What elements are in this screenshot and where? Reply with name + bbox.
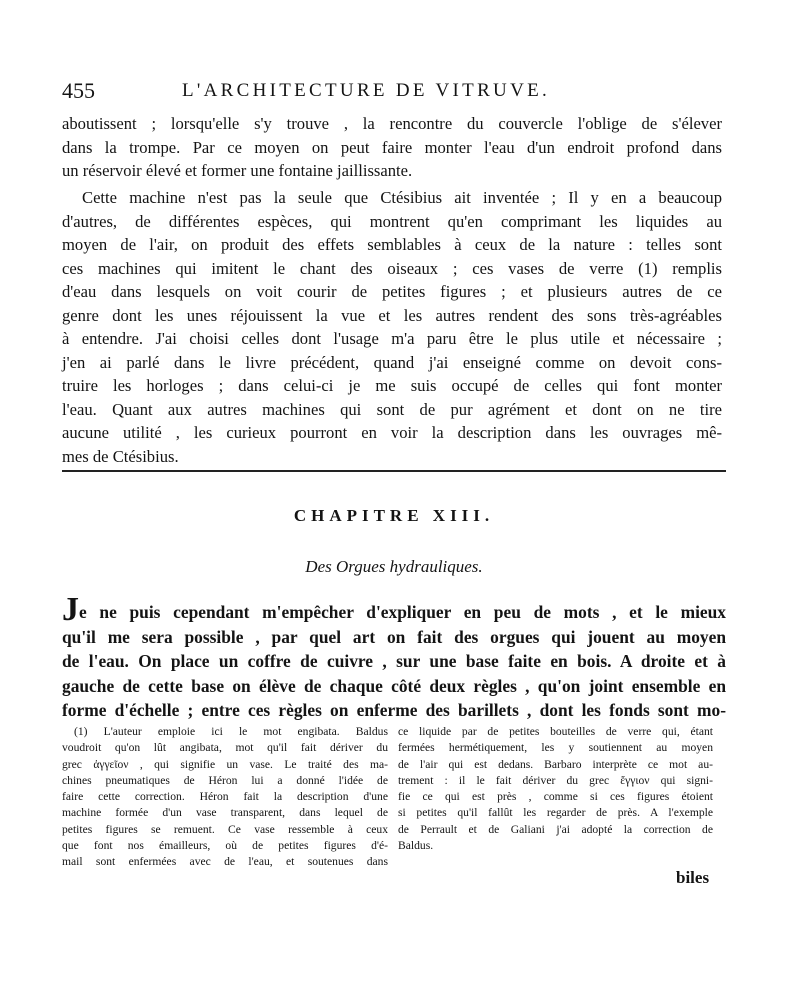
running-head — [62, 78, 732, 108]
text-line: gauche de cette base on élève de chaque côté deux règles , qu'on joint ensemble en — [62, 675, 726, 696]
footnote-line: faire cette correction. Héron fait la description d'une — [62, 790, 388, 804]
text-line: j'en ai parlé dans le livre précédent, quand j'ai enseigné comme on devoit cons- — [62, 352, 722, 372]
text-line: aucune utilité , les curieux pourront en voir la description dans les ouvrages mê- — [62, 423, 722, 442]
text-line: un réservoir élevé et former une fontaine jaillissante. — [62, 161, 413, 180]
chapter-subtitle: Des Orgues hydrauliques. — [305, 557, 483, 576]
drop-cap: J — [62, 591, 79, 628]
footnote-line: de Perrault et de Galiani j'ai adopté la correction de — [398, 822, 713, 836]
catchword: biles — [676, 868, 710, 887]
text-line: genre dont les unes réjouissent la vue et les autres rendent des sons très-agréables — [62, 305, 722, 325]
text-line: l'eau. Quant aux autres machines qui sont de pur agrément et dont on ne tire — [62, 399, 722, 419]
footnote-line: mail sont enfermées avec de l'eau, et soutenues dans — [62, 855, 388, 869]
text-line: forme d'échelle ; entre ces règles on enferme des barillets , dont les fonds sont mo- — [62, 700, 726, 720]
text-line: qu'il me sera possible , par quel art on fait des orgues qui jouent au moyen — [62, 626, 726, 647]
paragraph-2 — [62, 186, 722, 468]
section-divider — [62, 470, 726, 472]
footnote-column-right — [398, 724, 728, 854]
text-line: truire les horloges ; dans celui-ci je me suis occupé de celles qui font monter — [62, 376, 722, 395]
paragraph-3 — [62, 591, 726, 723]
footnote-line: petites figures se remuent. Ce vase ressemble à ceux — [62, 822, 388, 836]
text-line-rest: e ne puis cependant m'empêcher d'expliquer en peu de mots , et le mieux — [79, 602, 726, 622]
page-number: 455 — [62, 78, 95, 103]
footnote-line: (1) L'auteur emploie ici le mot engibata. Baldus — [74, 725, 388, 738]
text-line: moyen de l'air, on produit des effets semblables à ceux de la nature : telles sont — [62, 235, 722, 254]
footnote-line: si petites qu'il fallût les regarder de près. A l'exemple — [398, 806, 713, 820]
footnote-line: Baldus. — [398, 839, 434, 853]
paragraph-1 — [62, 112, 722, 183]
footnote-line: trement : il le fait dériver du grec ἔγγιον qui signi- — [398, 773, 713, 787]
footnote-line: chines pneumatiques de Héron lui a donné l'idée de — [62, 773, 388, 787]
text-line: à entendre. J'ai choisi celles dont l'usage m'a paru être le plus utile et nécessaire ; — [62, 329, 722, 348]
text-line-first — [62, 591, 726, 628]
text-line: ces machines qui imitent le chant des oiseaux ; ces vases de verre (1) remplis — [62, 258, 722, 278]
footnote-line: fie ce qui est près , comme si ces figures étoient — [398, 790, 713, 804]
text-line: d'eau dans lesquels on voit courir de petites figures ; et plusieurs autres de ce — [62, 282, 722, 301]
text-line: Cette machine n'est pas la seule que Ctésibius ait inventée ; Il y en a beaucoup — [82, 188, 722, 207]
text-line: aboutissent ; lorsqu'elle s'y trouve , la rencontre du couvercle l'oblige de s'élever — [62, 114, 722, 133]
text-line: d'autres, de différentes espèces, qui montrent qu'en comprimant les liquides au — [62, 211, 722, 231]
footnote-line: machine formée d'un vase transparent, dans lequel de — [62, 806, 388, 820]
footnote-line: grec ἀγγεῖον , qui signifie un vase. Le traité des ma- — [62, 757, 388, 771]
text-line: de l'eau. On place un coffre de cuivre , sur une base faite en bois. A droite et à — [62, 651, 726, 671]
footnote-line: fermées hermétiquement, les y soutiennent au moyen — [398, 741, 713, 755]
footnote-line: que font nos émailleurs, où de petites figures d'é- — [62, 839, 388, 853]
text-line: mes de Ctésibius. — [62, 446, 179, 466]
footnote-line: de l'air qui est dedans. Barbaro interprète ce mot au- — [398, 757, 713, 771]
footnote-line: voudroit qu'on lût angibata, mot qu'il fait dériver du — [62, 741, 388, 755]
running-title: L'ARCHITECTURE DE VITRUVE. — [182, 80, 551, 101]
footnote-column-left — [62, 724, 392, 871]
chapter-title: CHAPITRE XIII. — [293, 506, 495, 525]
text-line: dans la trompe. Par ce moyen on peut faire monter l'eau d'un endroit profond dans — [62, 137, 722, 157]
footnote-line: ce liquide par de petites bouteilles de verre qui, étant — [398, 725, 713, 738]
